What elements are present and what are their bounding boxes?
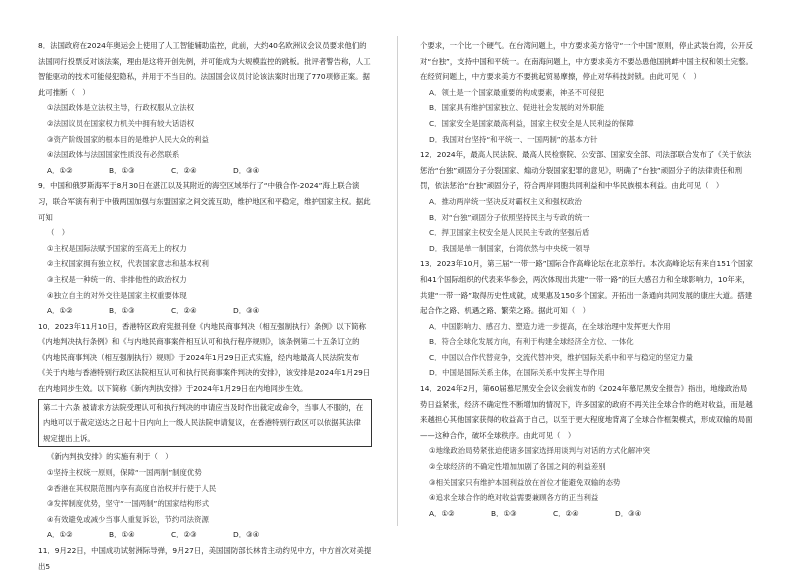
q8-option-1: ①法国政体是立法权主导，行政权服从立法权: [47, 103, 195, 113]
q9-option-3: ③主权是一种统一的、非排他性的政治权力: [47, 274, 187, 284]
q10-answer-choices: [38, 527, 372, 543]
q8-option-4: ④法国政体与法国国家性质没有必然联系: [47, 150, 180, 160]
q10-option-4: ④有效避免或减少当事人重复诉讼，节约司法资源: [47, 514, 209, 524]
legal-article-box: 第二十六条 被请求方法院受理认可和执行判决的申请应当及时作出裁定或命令，当事人不服的，在内地可以于裁定送达之日起十日内向上一级人民法院申请复议，在香港特别行政区可以依据其法律规定提出上诉。: [38, 399, 372, 448]
q13-choice-d[interactable]: D．中国是国际关系主体，在国际关系中发挥主导作用: [429, 368, 605, 378]
q12-choice-c[interactable]: C．捍卫国家主权安全是人民民主专政的坚强后盾: [429, 228, 590, 238]
q10-choice-c[interactable]: C．②③: [171, 530, 197, 540]
q12-choice-d[interactable]: D．我国是单一制国家，台湾依然与中央统一领导: [429, 243, 590, 253]
question-12-stem: 12．2024年，最高人民法院、最高人民检察院、公安部、国家安全部、司法部联合发布了《关于依法惩治“台独”顽固分子分裂国家、煽动分裂国家犯罪的意见》，明确了“台独”顽固分子的法律责任和刑罚，依法惩治“台独”顽固分子，符合两岸同胞共同利益和中华民族根本利益。由此可见（ ）: [420, 150, 752, 191]
q14-option-2: ②全球经济的不确定性增加加剧了各国之间的利益差别: [429, 462, 606, 472]
q9-choice-b[interactable]: B．①③: [109, 306, 135, 316]
q9-choice-c[interactable]: C．②④: [171, 306, 197, 316]
q8-choice-d[interactable]: D．③④: [233, 165, 260, 175]
q14-answer-choices: [420, 506, 754, 522]
question-11-continued: 个要求，一个比一个硬气。在台湾问题上，中方要求美方恪守“一个中国”原则，停止武装台湾，公开反对“台独”，支持中国和平统一。在南海问题上，中方要求美方不要怂恿他国挑衅中国主权和领土完整。在经贸问题上，中方要求美方不要挑起贸易摩擦，停止对华科技封锁。由此可见（ ）: [420, 41, 753, 82]
q10-option-3: ③发挥制度优势，坚守“一国两制”的国家结构形式: [47, 499, 210, 509]
question-14-stem: 14．2024年2月，第60届慕尼黑安全会议会前发布的《2024年慕尼黑安全报告》指出，地缘政治局势日益紧张，经济不确定性不断增加的情况下，许多国家的政府不再关注全球合作的绝对收益，而是越来越担心其他国家获得的收益高于自己，以至于更大程度地背离了全球合作框架模式，形成双输的局面——这种合作，破坏全球秩序。由此可见（ ）: [420, 384, 753, 440]
q14-choice-a[interactable]: A．①②: [429, 508, 455, 518]
q9-option-1: ①主权是国际法赋予国家的至高无上的权力: [47, 243, 187, 253]
left-column: [38, 38, 372, 574]
q13-choice-a[interactable]: A．中国影响力、感召力、塑造力进一步提高，在全球治理中发挥更大作用: [429, 321, 671, 331]
q9-blank: （ ）: [47, 228, 70, 238]
q13-choice-b[interactable]: B．符合全球化发展方向，有利于构建全球经济全方位、一体化: [429, 337, 634, 347]
q14-option-3: ③相关国家只有维护本国利益放在首位才能避免双输的态势: [429, 477, 621, 487]
q8-choice-c[interactable]: C．②④: [171, 165, 197, 175]
q11-choice-c[interactable]: C．国家安全是国家最高利益，国家主权安全是人民利益的保障: [429, 118, 634, 128]
column-divider: [397, 36, 398, 526]
question-10-stem: 10．2023年11月10日，香港特区政府宪报刊登《内地民商事判决（相互强制执行）条例》以下简称《内地判决执行条例》和《与内地民商事案件相互认可和执行程序规则》，该条例第二十五条订立的《内地民商事判决（相互强制执行）规则》于2024年1月29日正式实施，经内地最高人民法院发布《关于内地与香港特别行政区法院相互认可和执行民商事案件判决的安排》，该安排是2024年1月29日在内地同步生效。以下简称《新内判执安排》于2024年1月29日在内地同步生效。: [38, 321, 371, 394]
q12-choice-a[interactable]: A．推动两岸统一坚决反对霸权主义和强权政治: [429, 196, 582, 206]
q10-prompt: 《新内判执安排》的实施有利于（ ）: [47, 452, 173, 462]
q10-option-1: ①坚持主权统一原则，保障“一国两制”制度优势: [47, 468, 202, 478]
q9-answer-choices: [38, 303, 372, 319]
q10-choice-d[interactable]: D．③④: [233, 530, 260, 540]
q11-choice-b[interactable]: B．国家具有维护国家独立、促进社会发展的对外职能: [429, 103, 605, 113]
q11-choice-d[interactable]: D．我国对台坚持“和平统一、一国两制”的基本方针: [429, 134, 598, 144]
question-13-stem: 13．2023年10月，第三届“一带一路”国际合作高峰论坛在北京举行。本次高峰论坛有来自151个国家和41个国际组织的代表来华参会，两次体现出共建“一带一路”的巨大感召力和全球影响力，10年来，共建“一带一路”取得历史性成就，成果惠及150多个国家。开拓出一条通向共同发展的康庄大道。搭建起合作之路、机遇之路、繁荣之路。据此可知（ ）: [420, 259, 753, 316]
q8-option-3: ③资产阶级国家的根本目的是维护人民大众的利益: [47, 134, 209, 144]
q10-option-2: ②香港在其权限范围内享有高度自治权并行使于人民: [47, 483, 217, 493]
question-8-stem: 8．法国政府在2024年奥运会上使用了人工智能辅助监控，此前，大约40名欧洲议会议员要求他们的法国同行投票反对该法案，理由是这将开创先例，并可能成为大规模监控的跳板。批评者警告称，人工智能驱动的技术可能侵犯隐私，并用于不当目的。法国国会议员讨论该法案时出现了770项修正案。据此可推断（ ）: [38, 41, 371, 97]
q9-choice-a[interactable]: A．①②: [47, 306, 73, 316]
q9-option-2: ②主权国家拥有独立权，代表国家意志和基本权利: [47, 259, 209, 269]
q8-option-2: ②法国议员在国家权力机关中拥有较大话语权: [47, 118, 195, 128]
q14-choice-b[interactable]: B．①③: [491, 508, 517, 518]
question-9-stem: 9．中国和俄罗斯海军于8月30日在湛江以及其附近的海空区域举行了“中俄合作-2024”海上联合演习，联合军演有利于中俄两国加强与东盟国家之间交流互助，维护地区和平稳定，维护国家主权。据此可知: [38, 181, 371, 222]
question-11-stem: 11．9月22日，中国成功试射洲际导弹，9月27日，美国国防部长林肯主动约见中方，中方首次对美提出5: [38, 546, 372, 571]
q10-choice-a[interactable]: A．①②: [47, 530, 73, 540]
q14-option-1: ①地缘政治局势紧张迫使诸多国家选择用谈判与对话的方式化解冲突: [429, 446, 650, 456]
q14-choice-d[interactable]: D．③④: [615, 508, 642, 518]
q9-choice-d[interactable]: D．③④: [233, 306, 260, 316]
q14-option-4: ④追求全球合作的绝对收益需要兼顾各方的正当利益: [429, 493, 599, 503]
q8-choice-b[interactable]: B．①③: [109, 165, 135, 175]
q14-choice-c[interactable]: C．②④: [553, 508, 579, 518]
q8-answer-choices: [38, 163, 372, 179]
q12-choice-b[interactable]: B．对“台独”顽固分子依照坚持民主与专政的统一: [429, 212, 590, 222]
q8-choice-a[interactable]: A．①②: [47, 165, 73, 175]
right-column: [420, 38, 754, 521]
q9-option-4: ④独立自主的对外交往是国家主权重要体现: [47, 290, 187, 300]
q10-choice-b[interactable]: B．①④: [109, 530, 135, 540]
q13-choice-c[interactable]: C．中国以合作代替竞争，交流代替冲突，维护国际关系中和平与稳定的坚定力量: [429, 352, 693, 362]
q11-choice-a[interactable]: A．领土是一个国家最重要的构成要素，神圣不可侵犯: [429, 87, 605, 97]
